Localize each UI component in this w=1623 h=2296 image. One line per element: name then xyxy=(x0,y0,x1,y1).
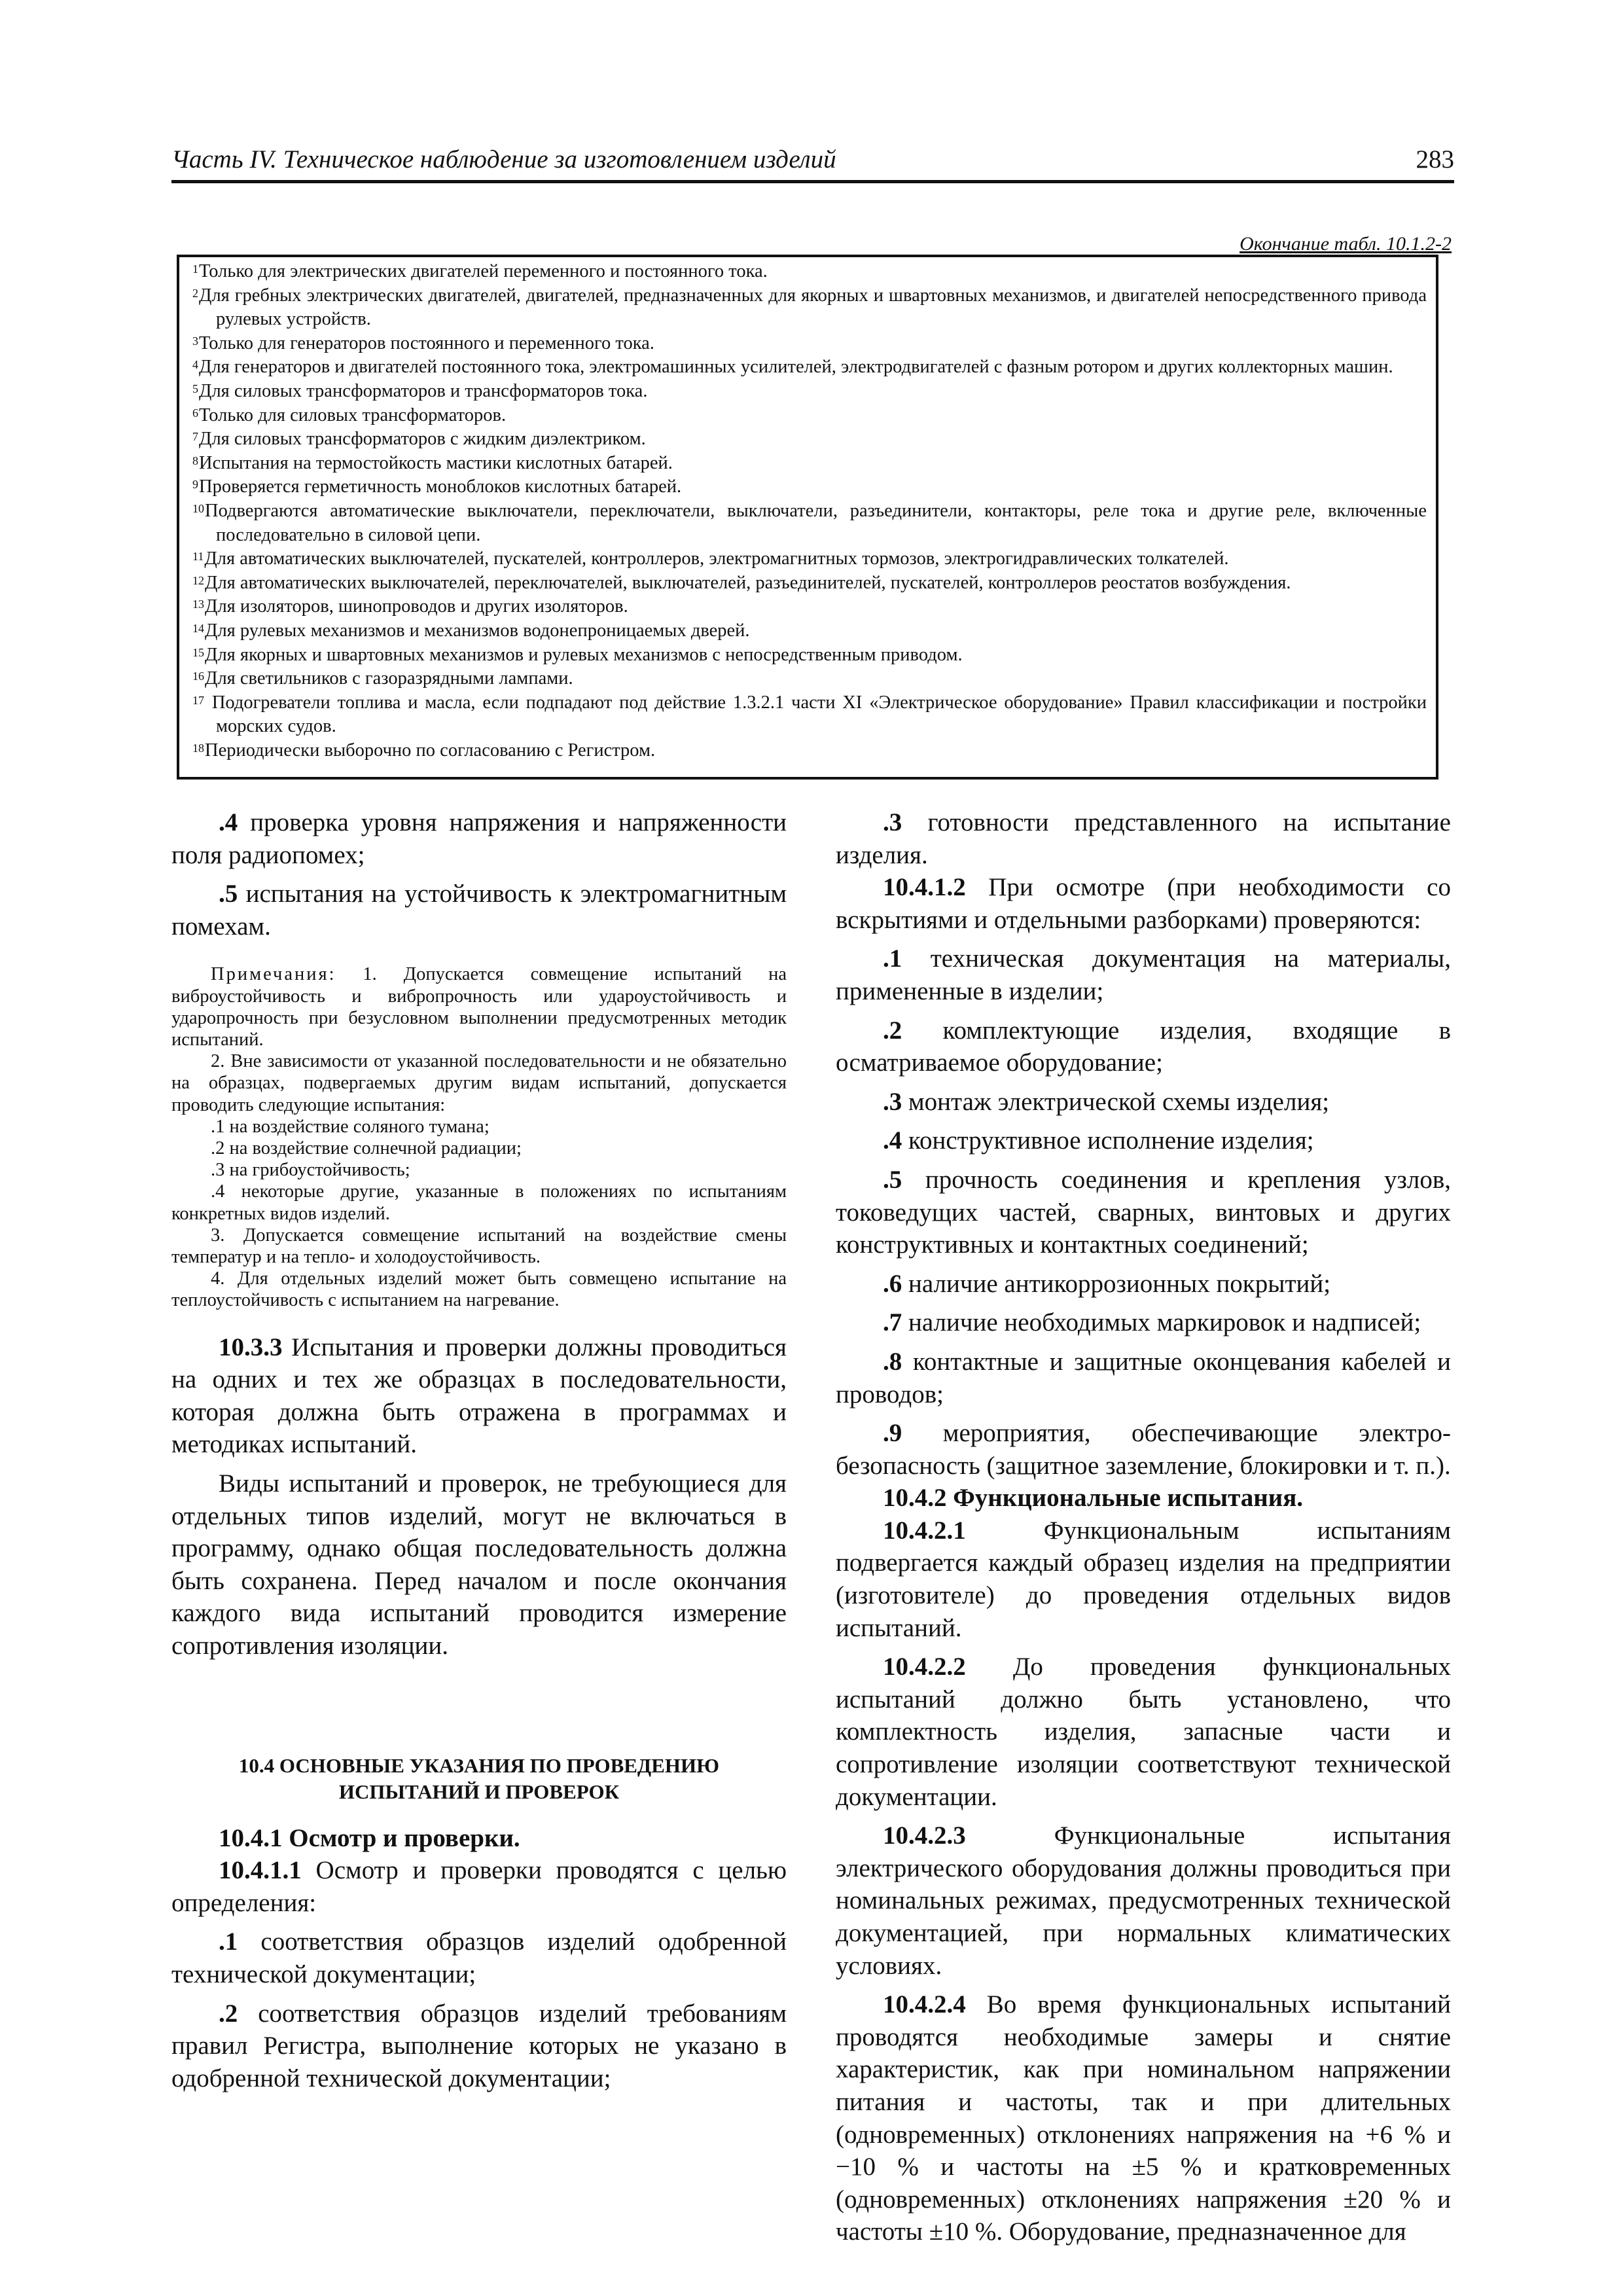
note-item: .1 на воздействие соляного тумана; xyxy=(211,1116,490,1137)
item-paragraph: .4 конструктивное исполнение изделия; xyxy=(883,1126,1314,1155)
footnote: $^{18}$Периодически выборочно по согласованию с Регистром. xyxy=(192,740,656,761)
clause-10-4-2-4: 10.4.2.4 Во время функциональных испытаний проводятся необходимые замеры и снятие характеристик, как при номинальном напряжении питания и частоты, так и при длительных (одновременных) отклонениях напряжения на +6 % и −10 % и частоты на ±5 % и кратковременных (одновременных) отклонениях напряжения ±20 % и частоты ±10 %. Оборудование, предназначенное для xyxy=(836,1990,1451,2246)
footnote: $^9$Проверяется герметичность моноблоков кислотных батарей. xyxy=(192,476,682,497)
note-item: .4 некоторые другие, указанные в положениях по испытаниям конкретных видов изделий. xyxy=(171,1181,787,1224)
footnote: $^2$Для гребных электрических двигателей, двигателей, предназначенных для якорных и швартовных механизмов, и двигателей непосредственного привода рулевых устройств. xyxy=(192,285,1427,330)
note: 2. Вне зависимости от указанной последовательности и не обязательно на образцах, подвергаемых другим видам испытаний, допускается проводить следующие испытания: xyxy=(171,1051,787,1115)
clause-10-4-2-1: 10.4.2.1 Функциональным испытаниям подвергается каждый образец изделия на предприятии (изготовителе) до проведения отдельных видов испытаний. xyxy=(836,1516,1451,1642)
clause-10-4-2-3: 10.4.2.3 Функциональные испытания электрического оборудования должны проводиться при номинальных режимах, предусмотренных технической документацией, при нормальных климатических условиях. xyxy=(836,1821,1451,1980)
item-paragraph: .5 прочность соединения и крепления узлов, токоведущих частей, сварных, винтовых и других конструктивных и контактных соединений; xyxy=(836,1165,1451,1259)
table-footnotes-box xyxy=(177,255,1438,780)
note: 4. Для отдельных изделий может быть совмещено испытание на теплоустойчивость с испытанием на нагревание. xyxy=(171,1268,787,1311)
subsection-heading: 10.4.2 Функциональные испытания. xyxy=(883,1484,1304,1513)
footnote: $^4$Для генераторов и двигателей постоянного тока, электромашинных усилителей, электродвигателей с фазным ротором и других коллекторных машин. xyxy=(192,357,1393,378)
note-item: .3 на грибоустойчивость; xyxy=(211,1160,410,1181)
clause-10-4-2-2: 10.4.2.2 До проведения функциональных испытаний должно быть установлено, что комплектность изделия, запасные части и сопротивление изоляции соответствуют технической документации. xyxy=(836,1653,1451,1811)
running-title: Часть IV. Техническое наблюдение за изготовлением изделий xyxy=(171,145,836,173)
item-paragraph: .2 комплектующие изделия, входящие в осматриваемое оборудование; xyxy=(836,1016,1451,1077)
notes-block xyxy=(171,963,787,1311)
item-paragraph: .3 готовности представленного на испытание изделия. xyxy=(836,808,1451,869)
body-paragraph: Виды испытаний и проверок, не требующиеся для отдельных типов изделий, могут не включаться в программу, однако общая последовательность должна быть сохранена. Перед началом и после окончания каждого вида испытаний проводится измерение сопротивления изоляции. xyxy=(171,1469,787,1660)
note: Примечания: 1. Допускается совмещение испытаний на виброустойчивость и вибропрочность или удароустойчивость и ударопрочность при безусловном выполнении предусмотренных методик испытаний. xyxy=(171,964,787,1050)
section-heading: 10.4 ОСНОВНЫЕ УКАЗАНИЯ ПО ПРОВЕДЕНИЮ ИСПЫТАНИЙ И ПРОВЕРОК xyxy=(238,1753,720,1803)
item-paragraph: .5 испытания на устойчивость к электромагнитным помехам. xyxy=(171,880,787,941)
item-paragraph: .1 соответствия образцов изделий одобренной технической документации; xyxy=(171,1928,787,1988)
footnote: $^3$Только для генераторов постоянного и переменного тока. xyxy=(192,332,654,353)
subsection-heading: 10.4.1 Осмотр и проверки. xyxy=(219,1823,520,1852)
right-column xyxy=(836,806,1451,2248)
footnote: $^6$Только для силовых трансформаторов. xyxy=(192,404,507,425)
table-caption: Окончание табл. 10.1.2-2 xyxy=(1240,233,1452,255)
footnote: $^7$Для силовых трансформаторов с жидким диэлектриком. xyxy=(192,429,646,450)
clause-10-4-1-1: 10.4.1.1 Осмотр и проверки проводятся с целью определения: xyxy=(171,1856,787,1917)
item-paragraph: .2 соответствия образцов изделий требованиям правил Регистра, выполнение которых не указано в одобренной технической документации; xyxy=(171,1999,787,2092)
footnote: $^5$Для силовых трансформаторов и трансформаторов тока. xyxy=(192,380,648,401)
footnote: $^{10}$Подвергаются автоматические выключатели, переключатели, выключатели, разъединители, контакторы, реле тока и другие реле, включенные последовательно в силовой цепи. xyxy=(192,500,1427,545)
item-paragraph: .4 проверка уровня напряжения и напряженности поля радиопомех; xyxy=(171,808,787,869)
left-column xyxy=(171,806,787,2094)
page-header xyxy=(171,141,1454,183)
clause-10-4-1-2: 10.4.1.2 При осмотре (при необходимости со вскрытиями и отдельными разборками) проверяются: xyxy=(836,873,1451,934)
item-paragraph: .3 монтаж электрической схемы изделия; xyxy=(883,1087,1330,1116)
footnote: $^{15}$Для якорных и швартовных механизмов и рулевых механизмов с непосредственным приводом. xyxy=(192,644,963,665)
footnote: $^{16}$Для светильников с газоразрядными лампами. xyxy=(192,668,573,689)
footnote: $^1$Только для электрических двигателей переменного и постоянного тока. xyxy=(192,261,768,281)
page-number: 283 xyxy=(1416,145,1454,173)
footnote: $^{11}$Для автоматических выключателей, пускателей, контроллеров, электромагнитных тормозов, электрогидравлических толкателей. xyxy=(192,548,1229,569)
note-item: .2 на воздействие солнечной радиации; xyxy=(211,1138,522,1158)
footnote: $^{12}$Для автоматических выключателей, переключателей, выключателей, разъединителей, пускателей, контроллеров реостатов возбуждения. xyxy=(192,572,1291,593)
footnote: $^8$Испытания на термостойкость мастики кислотных батарей. xyxy=(192,452,673,473)
footnote: $^{13}$Для изоляторов, шинопроводов и других изоляторов. xyxy=(192,596,628,617)
clause-10-3-3: 10.3.3 Испытания и проверки должны проводиться на одних и тех же образцах в последовательности, которая должна быть отражена в программах и методиках испытаний. xyxy=(171,1333,787,1459)
footnote: $^{17}$ Подогреватели топлива и масла, если подпадают под действие 1.3.2.1 части XI «Электрическое оборудование» Правил классификации и постройки морских судов. xyxy=(192,692,1427,737)
note: 3. Допускается совмещение испытаний на воздействие смены температур и на тепло- и холодоустойчивость. xyxy=(171,1225,787,1268)
item-paragraph: .6 наличие антикоррозионных покрытий; xyxy=(883,1269,1331,1298)
item-paragraph: .7 наличие необходимых маркировок и надписей; xyxy=(883,1308,1421,1337)
item-paragraph: .9 мероприятия, обеспечивающие электро-безопасность (защитное заземление, блокировки и т. п.). xyxy=(836,1419,1451,1480)
item-paragraph: .1 техническая документация на материалы, примененные в изделии; xyxy=(836,944,1451,1005)
footnote: $^{14}$Для рулевых механизмов и механизмов водонепроницаемых дверей. xyxy=(192,620,750,641)
item-paragraph: .8 контактные и защитные оконцевания кабелей и проводов; xyxy=(836,1347,1451,1408)
